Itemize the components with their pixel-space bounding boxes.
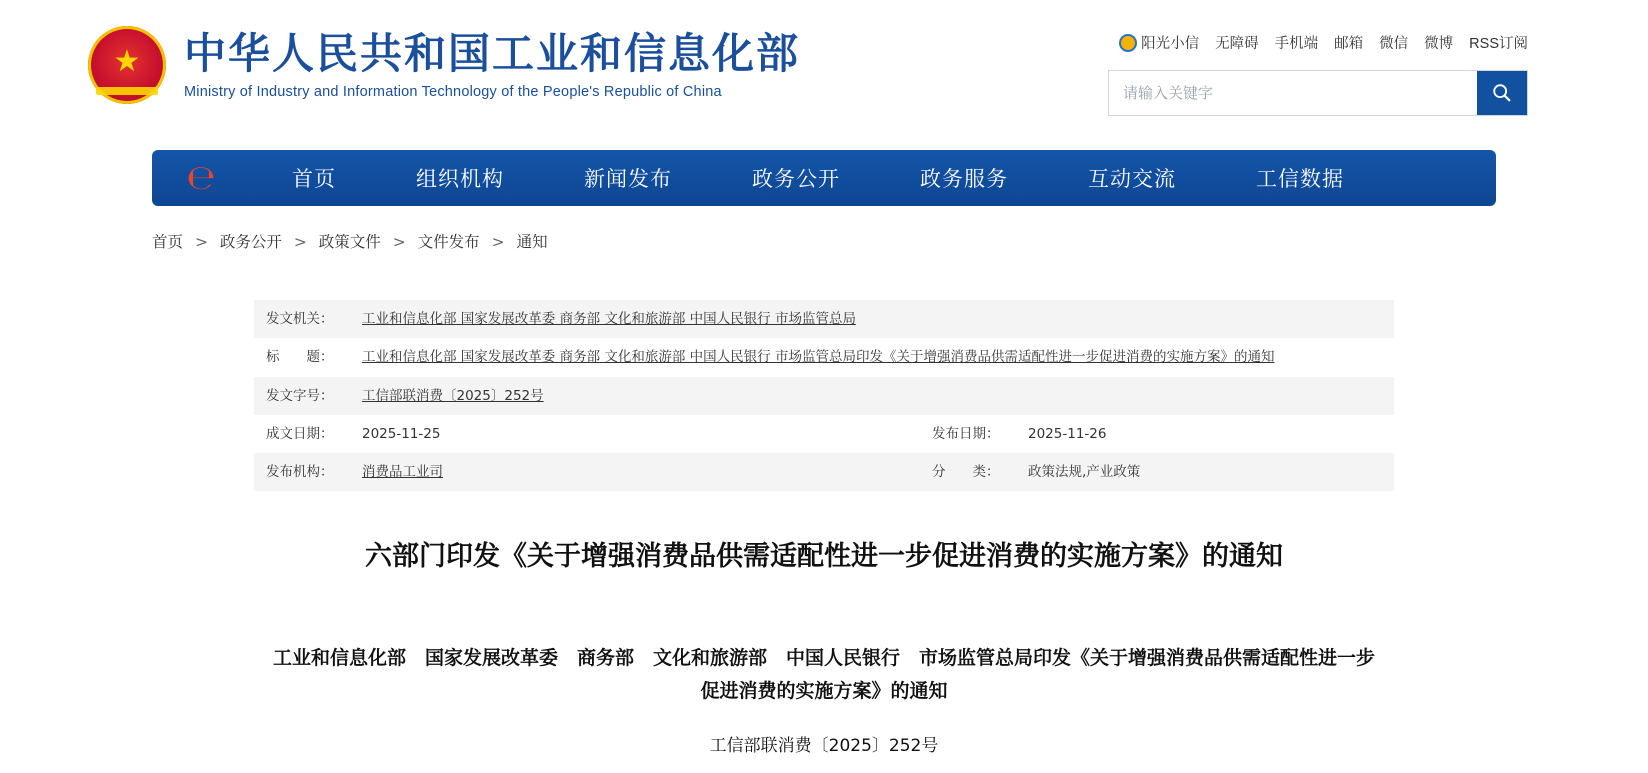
- breadcrumb-separator: >: [491, 233, 505, 251]
- meta-value-subject-text[interactable]: 工业和信息化部 国家发展改革委 商务部 文化和旅游部 中国人民银行 市场监管总局印发《关于增强消费品供需适配性进一步促进消费的实施方案》的通知: [362, 349, 1275, 366]
- nav-item-home[interactable]: 首页: [292, 167, 336, 191]
- table-row-issuing-agency: [254, 300, 1394, 338]
- document-number: 工信部联消费〔2025〕252号: [709, 736, 939, 757]
- meta-label-category: 分 类：: [920, 453, 1016, 491]
- meta-label-publish-date: 发布日期：: [932, 425, 1000, 442]
- search-icon: [1491, 82, 1513, 104]
- sun-icon: [1119, 34, 1137, 52]
- meta-value-doc-number-text[interactable]: 工信部联消费〔2025〕252号: [362, 387, 544, 404]
- util-link-label-sunshine[interactable]: 阳光小信: [1141, 36, 1200, 52]
- breadcrumb: [152, 230, 1496, 252]
- site-logo-block[interactable]: [88, 26, 800, 104]
- search-button[interactable]: [1477, 71, 1527, 115]
- util-link-mobile[interactable]: 手机端: [1274, 36, 1319, 52]
- mii-swirl-icon: ℮: [186, 158, 216, 198]
- breadcrumb-separator: >: [293, 233, 307, 251]
- breadcrumb-item-document-release[interactable]: 文件发布: [417, 233, 480, 251]
- document-meta-table: [254, 300, 1394, 491]
- nav-item-government-services[interactable]: 政务服务: [920, 167, 1008, 191]
- breadcrumb-item-home[interactable]: 首页: [152, 233, 184, 251]
- meta-value-issuing-agency: [350, 300, 1394, 338]
- site-title-en: Ministry of Industry and Information Technology of the People's Republic of China: [184, 84, 722, 101]
- table-row-publisher-category: [254, 453, 1394, 491]
- meta-label-subject: 标 题：: [266, 349, 334, 366]
- document-subtitle: 工业和信息化部 国家发展改革委 商务部 文化和旅游部 中国人民银行 市场监管总局印发《关于增强消费品供需适配性进一步促进消费的实施方案》的通知: [272, 646, 1375, 702]
- table-row-doc-number: [254, 377, 1394, 415]
- meta-label-issuing-agency: 发文机关：: [254, 300, 350, 338]
- nav-item-government-affairs[interactable]: 政务公开: [752, 167, 840, 191]
- table-row-subject: [254, 338, 1394, 376]
- nav-item-interaction[interactable]: 互动交流: [1088, 167, 1176, 191]
- meta-value-publish-date: 2025-11-26: [1028, 425, 1107, 442]
- document-body: [254, 642, 1394, 762]
- breadcrumb-item-notice[interactable]: 通知: [516, 233, 548, 251]
- meta-value-doc-number: [350, 377, 1394, 415]
- table-row-dates: [254, 415, 1394, 453]
- site-title-cn: 中华人民共和国工业和信息化部: [184, 28, 801, 78]
- meta-value-category: 政策法规,产业政策: [1016, 453, 1394, 491]
- meta-value-issuing-agency-text[interactable]: 工业和信息化部 国家发展改革委 商务部 文化和旅游部 中国人民银行 市场监管总局: [362, 311, 856, 327]
- util-link-rss[interactable]: RSS订阅: [1469, 36, 1528, 52]
- meta-label-written-date: 成文日期：: [266, 425, 334, 442]
- site-header: [0, 0, 1648, 140]
- search-input[interactable]: [1109, 71, 1477, 115]
- meta-label-doc-number: 发文字号：: [254, 377, 350, 415]
- meta-value-publisher: [350, 453, 920, 491]
- breadcrumb-separator: >: [392, 233, 406, 251]
- util-link-wechat[interactable]: 微信: [1379, 36, 1409, 52]
- breadcrumb-item-government-affairs[interactable]: 政务公开: [219, 233, 282, 251]
- document-title: 六部门印发《关于增强消费品供需适配性进一步促进消费的实施方案》的通知: [365, 541, 1283, 573]
- meta-value-written-date: 2025-11-25: [362, 425, 441, 442]
- breadcrumb-separator: >: [194, 233, 208, 251]
- util-link-sunshine[interactable]: [1119, 32, 1199, 53]
- util-link-weibo[interactable]: 微博: [1424, 36, 1454, 52]
- national-emblem-icon: [88, 26, 166, 104]
- breadcrumb-item-policy-documents[interactable]: 政策文件: [318, 233, 381, 251]
- nav-item-data[interactable]: 工信数据: [1256, 167, 1344, 191]
- search-box: [1108, 70, 1528, 116]
- util-link-accessibility[interactable]: 无障碍: [1215, 36, 1259, 52]
- meta-value-subject: [350, 338, 1394, 376]
- nav-item-organization[interactable]: 组织机构: [416, 167, 504, 191]
- meta-label-publisher: 发布机构：: [254, 453, 350, 491]
- main-navigation: [152, 150, 1496, 206]
- utility-links: [1119, 32, 1528, 53]
- meta-value-publisher-text[interactable]: 消费品工业司: [362, 464, 443, 480]
- util-link-email[interactable]: 邮箱: [1334, 36, 1364, 52]
- nav-item-news[interactable]: 新闻发布: [584, 167, 672, 191]
